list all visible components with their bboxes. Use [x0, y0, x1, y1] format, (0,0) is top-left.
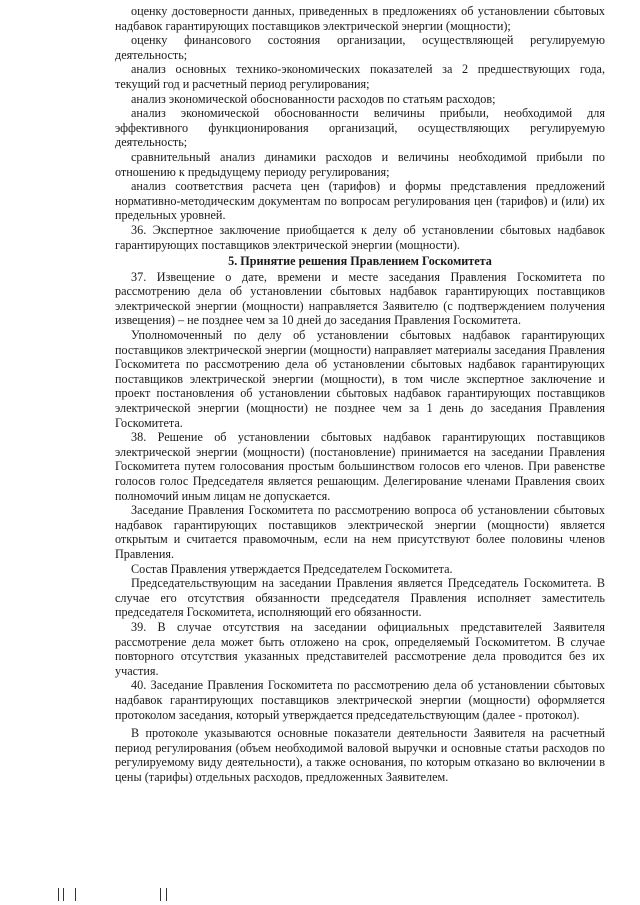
scan-mark — [58, 888, 59, 901]
paragraph-technical-indicators: анализ основных технико-экономических показателей за 2 предшествующих года, текущий год и расчетный период регулирования; — [115, 62, 605, 91]
paragraph-36: 36. Экспертное заключение приобщается к делу об установлении сбытовых надбавок гарантирующих поставщиков электрической энергии (мощности). — [115, 222, 605, 252]
paragraph-financial-assessment-reliability: оценку достоверности данных, приведенных в предложениях об установлении сбытовых надбавок гарантирующих поставщиков электрической энергии (мощности); — [115, 4, 605, 33]
paragraph-meeting-open: Заседание Правления Госкомитета по рассмотрению вопроса об установлении сбытовых надбавок гарантирующих поставщиков электрической энергии (мощности) является открытым и считается правомочным, если на нем присутствуют более половины членов Правления. — [115, 503, 605, 561]
scan-mark — [75, 888, 76, 901]
paragraph-board-composition: Состав Правления утверждается Председателем Госкомитета. — [131, 561, 453, 576]
paragraph-financial-state: оценку финансового состояния организации, осуществляющей регулируемую деятельность; — [115, 33, 605, 62]
paragraph-compliance-analysis: анализ соответствия расчета цен (тарифов) и формы представления предложений нормативно-методическим документам по вопросам регулирования цен (тарифов) и (или) их предельных уровней. — [115, 179, 605, 223]
paragraph-37: 37. Извещение о дате, времени и месте заседания Правления Госкомитета по рассмотрению дела об установлении сбытовых надбавок гарантирующих поставщиков электрической энергии (мощности) направляется Заявителю (с подтверждением получения извещения) – не позднее чем за 10 дней до заседания Правления Госкомитета. — [115, 269, 605, 328]
scan-mark — [160, 888, 161, 901]
section-heading: 5. Принятие решения Правлением Госкомитета — [228, 254, 492, 269]
paragraph-40: 40. Заседание Правления Госкомитета по рассмотрению дела об установлении сбытовых надбавок гарантирующих поставщиков электрической энергии (мощности) оформляется протоколом заседания, который утверждается председательствующим (далее - протокол). — [115, 678, 605, 722]
paragraph-cost-analysis: анализ экономической обоснованности расходов по статьям расходов; — [131, 91, 496, 106]
scan-mark — [63, 888, 64, 901]
paragraph-39: 39. В случае отсутствия на заседании официальных представителей Заявителя рассмотрение дела может быть отложено на срок, определяемый Госкомитетом. В случае повторного отсутствия указанных представителей рассмотрение дела проводится без их участия. — [115, 619, 605, 678]
paragraph-chairperson: Председательствующим на заседании Правления является Председатель Госкомитета. В случае его отсутствия обязанности председателя Правления исполняет заместитель председателя Госкомитета, исполняющий его обязанности. — [115, 576, 605, 620]
paragraph-38: 38. Решение об установлении сбытовых надбавок гарантирующих поставщиков электрической энергии (мощности) (постановление) принимается на заседании Правления Госкомитета путем голосования простым большинством голосов его членов. При равенстве голосов голос Председателя является решающим. Делегирование членами Правления своих полномочий иным лицам не допускается. — [115, 430, 605, 503]
paragraph-profit-analysis: анализ экономической обоснованности величины прибыли, необходимой для эффективного функционирования организаций, осуществляющих регулируемую деятельность; — [115, 106, 605, 150]
document-page — [115, 4, 605, 784]
paragraph-dynamics-analysis: сравнительный анализ динамики расходов и величины необходимой прибыли по отношению к предыдущему периоду регулирования; — [115, 149, 605, 179]
paragraph-authorized-person: Уполномоченный по делу об установлении сбытовых надбавок гарантирующих поставщиков электрической энергии (мощности) направляет материалы заседания Правления Госкомитета по рассмотрению дела об установлении сбытовых надбавок гарантирующих поставщиков электрической энергии (мощности), в том числе экспертное заключение и проект постановления об установлении сбытовых надбавок гарантирующих поставщиков электрической энергии (мощности) не позднее чем за 1 день до заседания Правления Госкомитета. — [115, 328, 605, 430]
scan-mark — [166, 888, 167, 901]
scan-edge-marks — [0, 888, 640, 902]
paragraph-protocol-contents: В протоколе указываются основные показатели деятельности Заявителя на расчетный период регулирования (объем необходимой валовой выручки и основные статьи расходов по регулируемому виду деятельности), а также основания, по которым отказано во включении в цены (тарифы) отдельных расходов, предложенных Заявителем. — [115, 726, 605, 784]
